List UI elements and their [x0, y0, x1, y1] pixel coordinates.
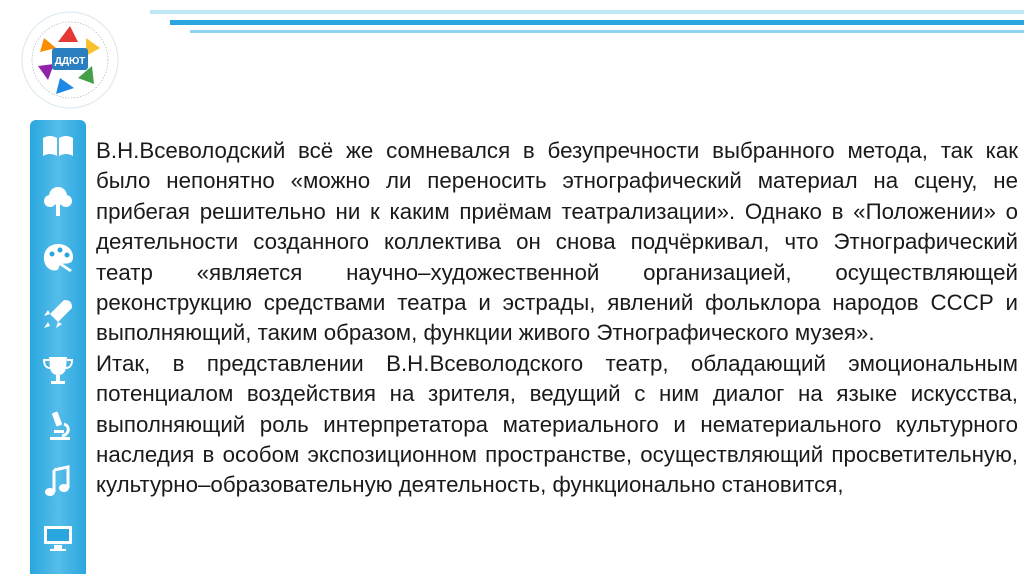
icon-sidebar [30, 120, 86, 574]
trophy-icon [38, 350, 78, 390]
microscope-icon [38, 406, 78, 446]
book-icon [38, 126, 78, 166]
main-text [96, 136, 1018, 501]
rocket-icon [38, 294, 78, 334]
logo-emblem [14, 8, 126, 112]
paragraph-1: В.Н.Всеволодский всё же сомневался в безупречности выбранного метода, так как было непонятно «можно ли переносить этнографический материал на сцену, не прибегая решительно ни к каким приёмам театрализации». Однако в «Положении» о деятельности созданного коллектива он снова подчёркивал, что Этнографический театр «является научно–художественной организацией, осуществляющей реконструкцию средствами театра и эстрады, явлений фольклора народов СССР и выполняющий, таким образом, функции живого Этнографического музея». [96, 138, 1018, 346]
header-stripes [0, 0, 1024, 60]
tree-icon [38, 182, 78, 222]
computer-icon [38, 518, 78, 558]
logo-label: ДДЮТ [54, 56, 86, 67]
paragraph-2: Итак, в представлении В.Н.Всеволодского театр, обладающий эмоциональным потенциалом воздействия на зрителя, ведущий с ним диалог на языке искусства, выполняющий роль интерпретатора материального и нематериального культурного наследия в особом экспозиционном пространстве, осуществляющий просветительную, культурно–образовательную деятельность, функционально становится, [96, 350, 1018, 498]
palette-icon [38, 238, 78, 278]
music-note-icon [38, 462, 78, 502]
